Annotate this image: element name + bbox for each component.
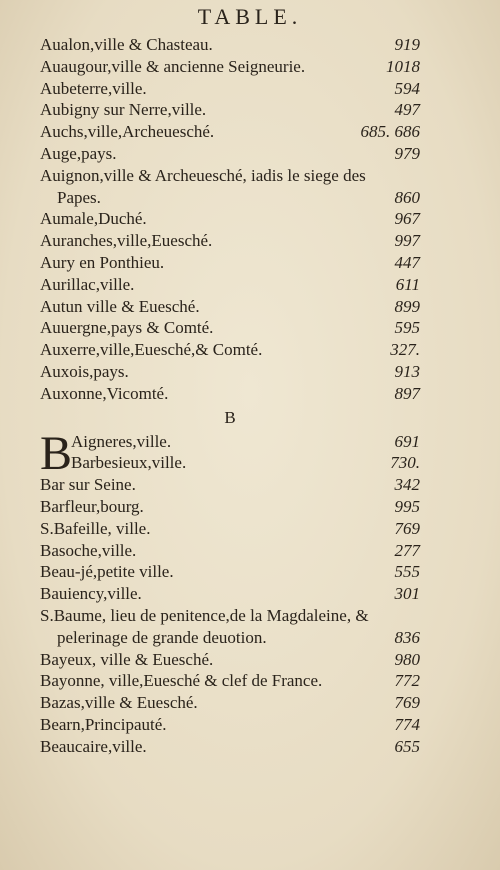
entry-term: Basoche,ville.	[40, 540, 137, 560]
entry-page-number: 967	[394, 209, 420, 229]
entry-page-number: 327.	[390, 340, 420, 360]
index-entry	[40, 452, 420, 474]
entry-term: Barbesieux,ville.	[71, 453, 187, 473]
index-entry	[40, 692, 420, 714]
entry-term: Autun ville & Euesché.	[40, 296, 200, 316]
entry-page-number: 836	[394, 627, 420, 647]
entry-page-number: 685. 686	[360, 122, 420, 142]
entry-page-number: 897	[394, 383, 420, 403]
entry-term: Auxerre,ville,Euesché,& Comté.	[40, 340, 263, 360]
entry-term: Aubigny sur Nerre,ville.	[40, 100, 207, 120]
entry-term: Auignon,ville & Archeuesché, iadis le siege des	[40, 165, 366, 185]
entry-term: Beau-jé,petite ville.	[40, 562, 174, 582]
entry-page-number: 997	[394, 231, 420, 251]
index-entry	[40, 252, 420, 274]
entry-page-number: 774	[394, 714, 420, 734]
entry-term: Bayeux, ville & Euesché.	[40, 649, 214, 669]
entry-term: Bazas,ville & Euesché.	[40, 693, 198, 713]
index-entry	[40, 208, 420, 230]
entry-term: Aubeterre,ville.	[40, 78, 147, 98]
entry-term: Auge,pays.	[40, 143, 117, 163]
entry-term: Aigneres,ville.	[71, 431, 172, 451]
index-entry	[40, 296, 420, 318]
entry-term: Papes.	[57, 187, 101, 207]
entry-term: Auuergne,pays & Comté.	[40, 318, 214, 338]
entry-term: S.Baume, lieu de penitence,de la Magdaleine, &	[40, 605, 369, 625]
entry-term: Auranches,ville,Euesché.	[40, 231, 213, 251]
index-entry	[40, 34, 420, 56]
section-letter: B	[224, 407, 236, 427]
entry-page-number: 769	[394, 693, 420, 713]
entry-term: Bearn,Principauté.	[40, 714, 167, 734]
index-entry	[40, 583, 420, 605]
index-section-b	[40, 474, 420, 757]
entry-term: Auxonne,Vicomté.	[40, 383, 169, 403]
index-entry	[40, 274, 420, 296]
index-entry	[40, 99, 420, 121]
entry-term: pelerinage de grande deuotion.	[57, 627, 267, 647]
entry-page-number: 447	[394, 252, 420, 272]
entry-page-number: 899	[394, 296, 420, 316]
entry-term: Beaucaire,ville.	[40, 736, 147, 756]
index-entry	[40, 605, 420, 627]
entry-page-number: 860	[394, 187, 420, 207]
entry-term: Aurillac,ville.	[40, 274, 135, 294]
entry-page-number: 595	[394, 318, 420, 338]
index-entry	[40, 474, 420, 496]
index-entry	[40, 317, 420, 339]
entry-page-number: 1018	[386, 56, 420, 76]
index-entry	[40, 518, 420, 540]
index-entry	[40, 230, 420, 252]
index-entry	[40, 56, 420, 78]
entry-term: Bauiency,ville.	[40, 584, 142, 604]
index-entry	[40, 361, 420, 383]
index-entry	[40, 561, 420, 583]
entry-page-number: 555	[394, 562, 420, 582]
entry-term: Barfleur,bourg.	[40, 496, 144, 516]
entry-page-number: 980	[394, 649, 420, 669]
entry-page-number: 769	[394, 518, 420, 538]
entry-page-number: 611	[395, 274, 420, 294]
index-entry	[40, 165, 420, 187]
entry-term: Auaugour,ville & ancienne Seigneurie.	[40, 56, 306, 76]
index-section-b-lead	[40, 426, 420, 480]
index-entries	[40, 34, 420, 758]
entry-page-number: 772	[394, 671, 420, 691]
entry-page-number: 691	[394, 431, 420, 451]
index-entry	[40, 78, 420, 100]
running-head: TABLE.	[197, 4, 303, 29]
entry-page-number: 913	[394, 361, 420, 381]
entry-page-number: 497	[394, 100, 420, 120]
entry-page-number: 995	[394, 496, 420, 516]
entry-term: Aury en Ponthieu.	[40, 252, 165, 272]
index-entry	[40, 121, 420, 143]
index-entry	[40, 540, 420, 562]
entry-page-number: 655	[394, 736, 420, 756]
entry-page-number: 277	[394, 540, 420, 560]
entry-term: Aualon,ville & Chasteau.	[40, 35, 213, 54]
entry-page-number: 730.	[390, 453, 420, 473]
entry-term: S.Bafeille, ville.	[40, 518, 151, 538]
index-entry	[40, 187, 420, 209]
entry-term: Auxois,pays.	[40, 361, 129, 381]
entry-term: Bayonne, ville,Euesché & clef de France.	[40, 671, 323, 691]
entry-page-number: 919	[394, 35, 420, 54]
entry-term: Aumale,Duché.	[40, 209, 147, 229]
entry-term: Bar sur Seine.	[40, 475, 136, 495]
index-entry	[40, 431, 420, 453]
index-entry	[40, 627, 420, 649]
index-entry	[40, 383, 420, 405]
drop-cap: B	[40, 426, 73, 480]
entry-page-number: 342	[394, 475, 420, 495]
index-entry	[40, 736, 420, 758]
entry-page-number: 979	[394, 143, 420, 163]
index-entry	[40, 339, 420, 361]
entry-page-number: 301	[394, 584, 420, 604]
index-entry	[40, 143, 420, 165]
entry-term: Auchs,ville,Archeuesché.	[40, 122, 215, 142]
index-entry	[40, 649, 420, 671]
index-section-a	[40, 34, 420, 405]
index-entry	[40, 670, 420, 692]
index-entry	[40, 496, 420, 518]
index-entry	[40, 714, 420, 736]
entry-page-number: 594	[394, 78, 420, 98]
